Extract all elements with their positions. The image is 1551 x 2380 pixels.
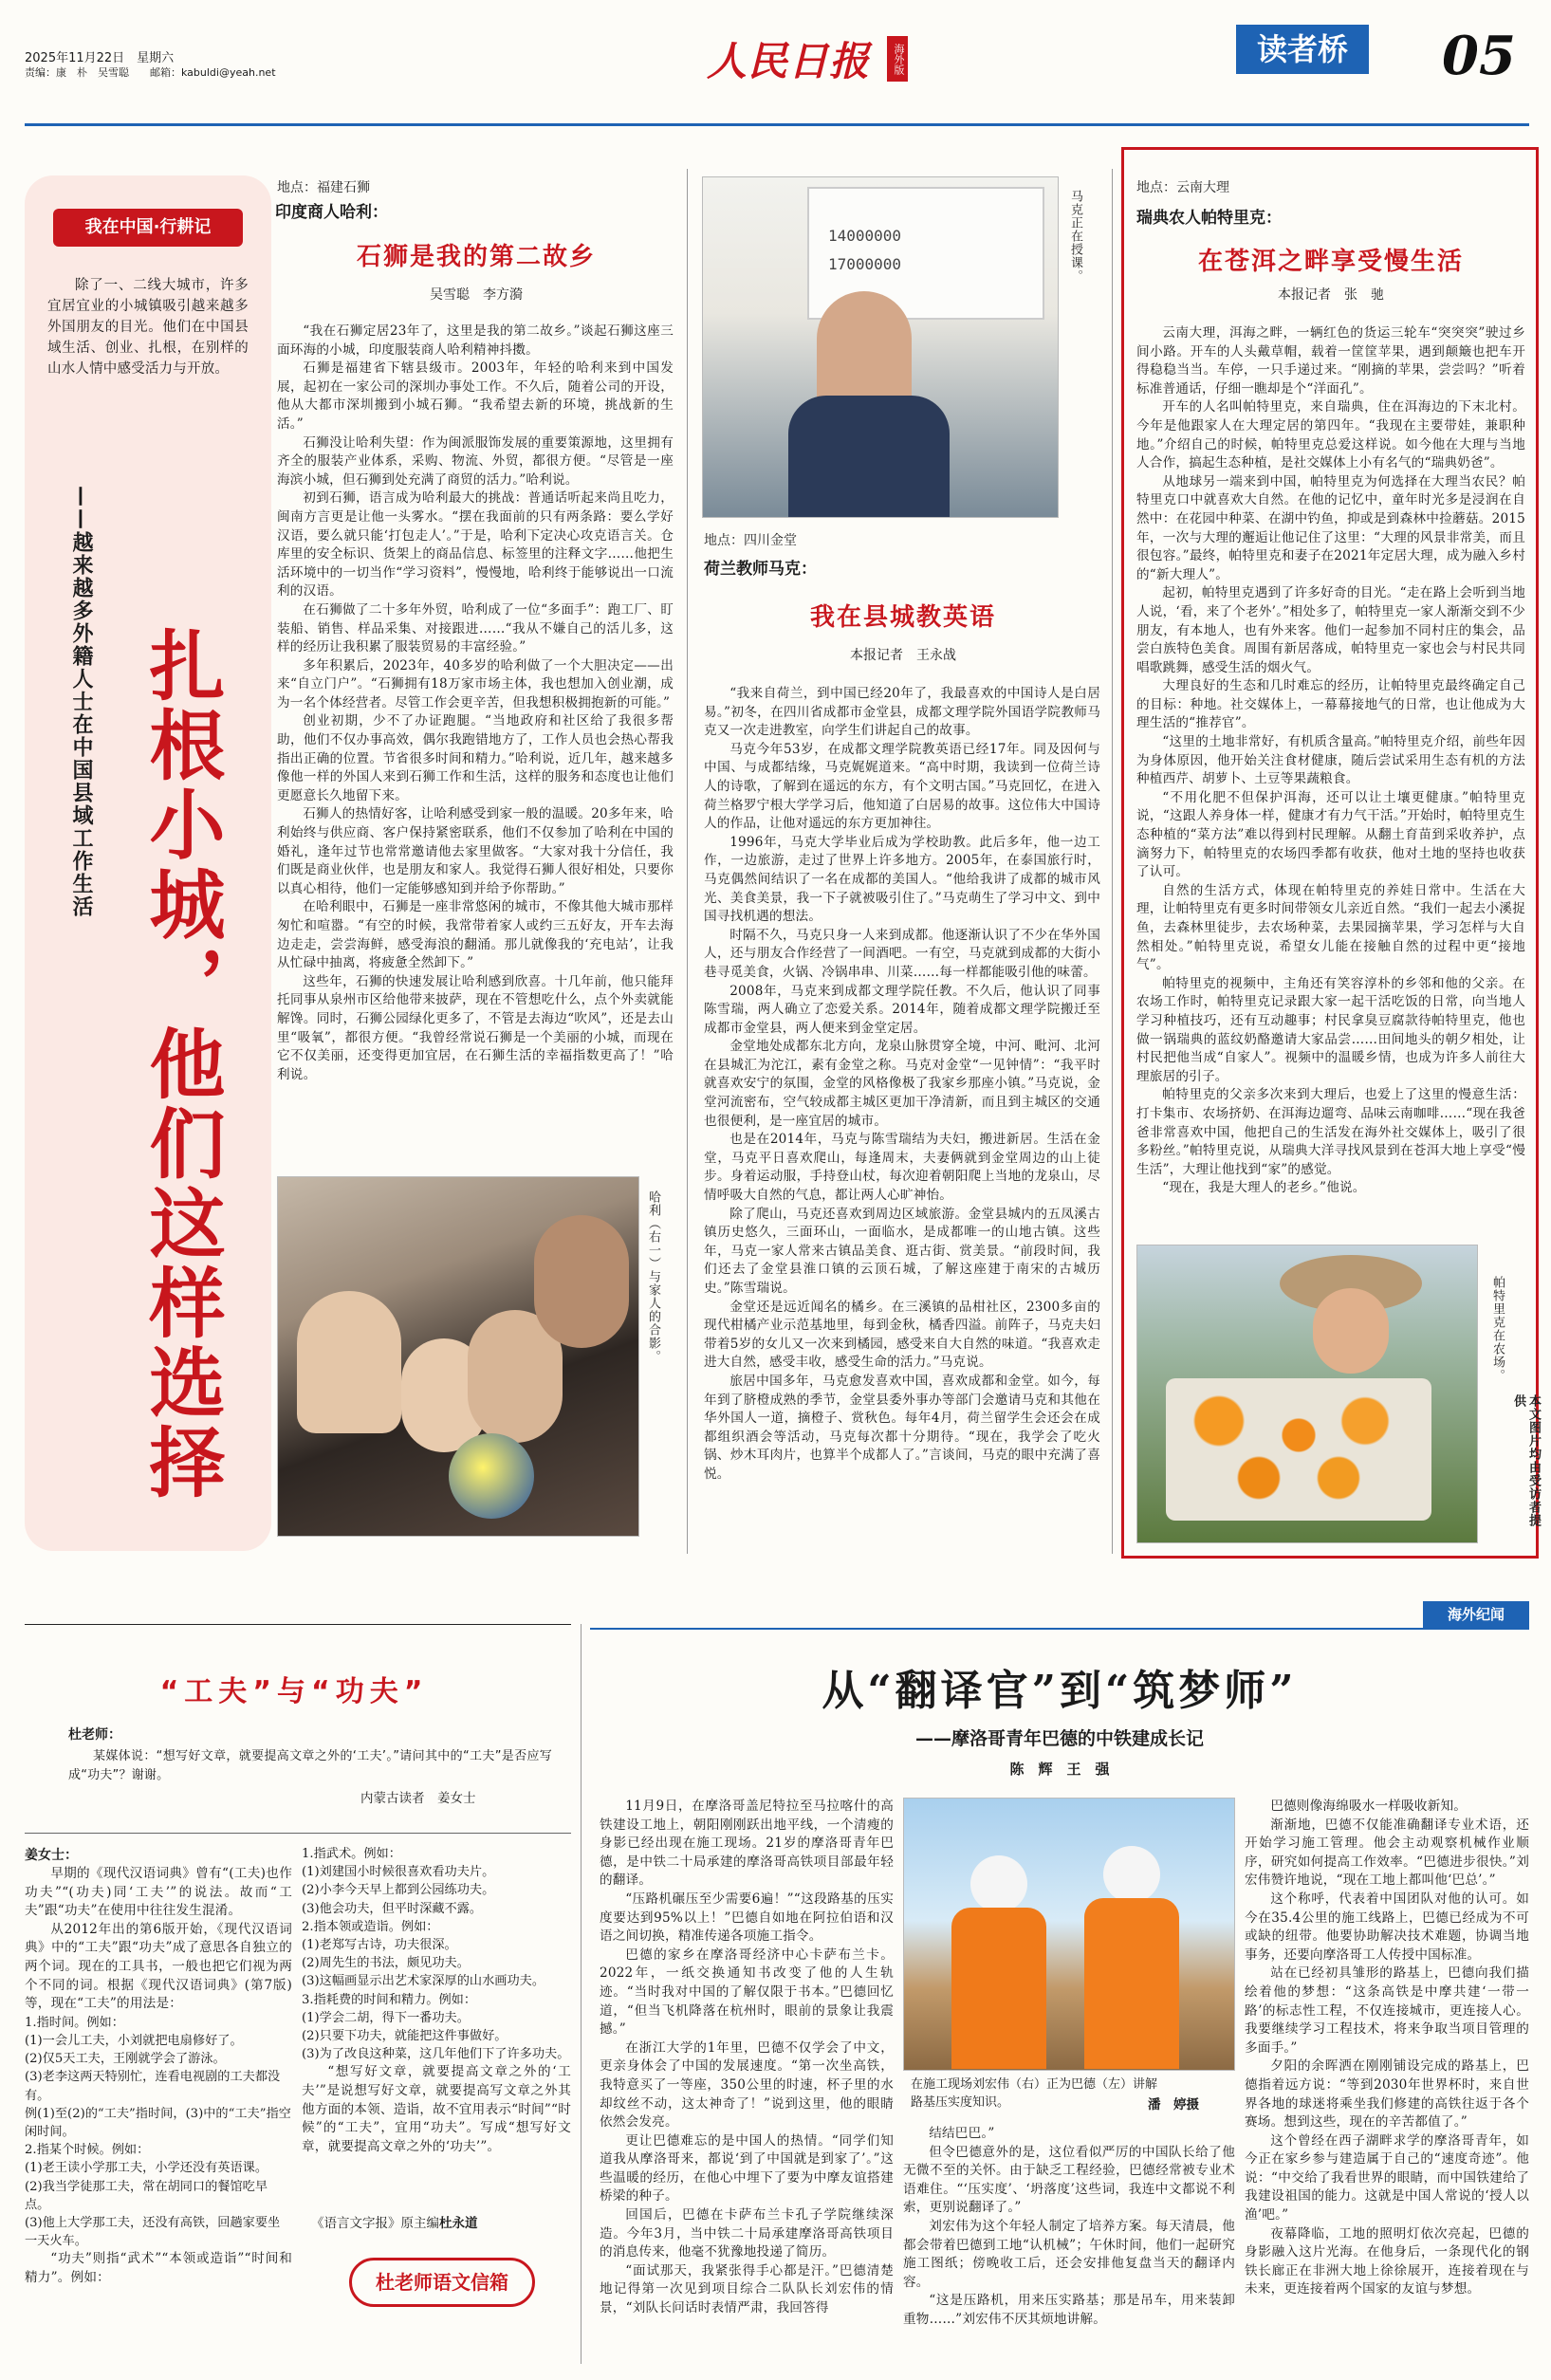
- a5-photo-worker: [1103, 1846, 1160, 1903]
- a4-list-item: 2.指本领或造诣。例如：: [302, 1919, 439, 1934]
- a5-subtitle: ——摩洛哥青年巴德的中铁建成长记: [914, 1728, 1204, 1749]
- a4-list-item: (2)周先生的书法，颇见功夫。: [302, 1956, 470, 1971]
- issue-date: 2025年11月22日 星期六: [25, 51, 175, 65]
- column-rule: [1112, 169, 1113, 1554]
- section-title: 读者桥: [1236, 25, 1369, 74]
- a3-paragraph: 帕特里克的父亲多次来到大理后，也爱上了这里的慢意生活：打卡集市、农场挤奶、在洱海边遛弯、品味云南咖啡……“现在我爸爸非常喜欢中国，他把自己的生活发在海外社交媒体上，吸引了很多粉丝。”帕特里克说，从瑞典大洋寻找风景到在苍洱大地上享受“慢生活”，大理让他找到“家”的感觉。: [1136, 1087, 1525, 1177]
- a5-paragraph: 更让巴德难忘的是中国人的热情。“同学们知道我从摩洛哥来，都说‘到了中国就是到家了’。”这些温暖的经历，在他心中埋下了要为中摩友谊搭建桥梁的种子。: [600, 2132, 894, 2205]
- a5-paragraph: 但令巴德意外的是，这位看似严厉的中国队长给了他无微不至的关怀。由于缺乏工程经验，巴德经常被专业术语难住。“‘压实度’、‘坍落度’这些词，我连中文都说不利索，更别说翻译了。”: [903, 2144, 1235, 2216]
- a5-paragraph: 回国后，巴德在卡萨布兰卡孔子学院继续深造。今年3月，当中铁二十局承建摩洛哥高铁项目的消息传来，他毫不犹豫地投递了简历。: [600, 2207, 894, 2260]
- a4-reply-salute: 姜女士：: [25, 1848, 78, 1863]
- a5-paragraph: 这个曾经在西子湖畔求学的摩洛哥青年，如今正在家乡参与建造属于自己的“速度奇迹”。他说：“中交给了我看世界的眼睛，而中国铁建给了我建设祖国的能力。这就是中国人常说的‘授人以渔’吧。”: [1245, 2132, 1529, 2223]
- a3-photo-credit: 本文图片均由受访者提供: [1511, 1394, 1541, 1527]
- a3-paragraph: 云南大理，洱海之畔，一辆红色的货运三轮车“突突突”驶过乡间小路。开车的人头戴草帽，载着一筐筐苹果，遇到颠簸也把车开得稳稳当当。车停，一只手递过来。“刚摘的苹果，尝尝吗？”听着标准普通话，仔细一瞧却是个“洋面孔”。: [1136, 325, 1525, 397]
- column-rule: [581, 1624, 582, 2364]
- a5-tag-text: 海外纪闻: [1447, 1606, 1505, 1623]
- a5-column-2: [903, 2125, 1235, 2367]
- a1-paragraph: 在石狮做了二十多年外贸，哈利成了一位“多面手”：跑工厂、盯装船、销售、样品采集、对接跟进……“我从不嫌自己的活儿多，这样的经历让我积累了服装贸易的丰富经验。”: [277, 601, 674, 655]
- a4-sender: 内蒙古读者 姜女士: [360, 1791, 476, 1806]
- a2-byline: 本报记者 王永战: [850, 648, 956, 663]
- a4-list-item: (3)他上大学那工夫，还没有高铁，回趟家要坐一天火车。: [25, 2215, 281, 2249]
- a5-photo: [903, 1798, 1235, 2071]
- a4-salute: 杜老师：: [68, 1727, 121, 1743]
- a4-list-item: (3)这幅画显示出艺术家深厚的山水画功夫。: [302, 1974, 545, 1989]
- a1-paragraph: 多年积累后，2023年，40多岁的哈利做了一个大胆决定——出来“自立门户”。“石狮拥有18万家市场主体，我也想加入创业潮，成为一名个体经营者。尽管工作会更辛苦，但我想积极拥抱新的可能。”: [277, 657, 674, 710]
- a4-paragraph: 从2012年出的第6版开始，《现代汉语词典》中的“工夫”跟“功夫”成了意思各自独立的两个词。现在的工具书，一般也把它们视为两个不同的词。根据《现代汉语词典》(第7版)等，现在“工夫”的用法是：: [25, 1921, 292, 2012]
- column-rule: [687, 169, 688, 1554]
- a4-list-item: 1.指时间。例如：: [25, 2015, 124, 2030]
- a2-paragraph: “我来自荷兰，到中国已经20年了，我最喜欢的中国诗人是白居易。”初冬，在四川省成都市金堂县，成都文理学院外国语学院教师马克又一次走进教室，向学生们讲起自己的故事。: [704, 686, 1100, 739]
- a5-photo-vest: [951, 1908, 1046, 2069]
- editor-line: 责编：康 朴 吴雪聪 邮箱：kabuldi@yeah.net: [25, 66, 276, 79]
- persimmon-basket: [1166, 1378, 1431, 1521]
- a4-right-column: [302, 1845, 571, 2243]
- a5-paragraph: 刘宏伟为这个年轻人制定了培养方案。每天清晨，他都会带着巴德到工地“认机械”；午休时间，他们一起研究施工图纸；傍晚收工后，还会安排他复盘当天的翻译内容。: [903, 2218, 1235, 2290]
- a2-subtitle: 荷兰教师马克：: [704, 560, 817, 579]
- a1-photo: [277, 1176, 639, 1537]
- a1-photo-person: [534, 1215, 629, 1348]
- a5-column-3: [1245, 1798, 1529, 2367]
- a2-body: [704, 685, 1100, 1550]
- a4-paragraph: “功夫”则指“武术”“本领或造诣”“时间和精力”。例如：: [25, 2251, 292, 2285]
- feature-tag-text: 我在中国·行耕记: [84, 217, 212, 237]
- a4-paragraph: “想写好文章，就要提高文章之外的‘工夫’”是说想写好文章，就要提高写文章之外其他方面的本领、造诣，故不宜用表示“时间”“时候”的“工夫”，宜用“功夫”。写成“想写好文章，就要提高文章之外的‘功夫’”。: [302, 2064, 571, 2154]
- a5-column-1: [600, 1798, 894, 2367]
- a3-paragraph: 从地球另一端来到中国，帕特里克为何选择在大理当农民？帕特里克口中就喜欢大自然。在他的记忆中，童年时光多是浸润在自然中：在花园中种菜、在湖中钓鱼，抑或是到森林中捡蘑菇。2015年，一次与大理的邂逅让他记住了这里：“大理的风景非常美，而且很包容。”最终，帕特里克和妻子在2021年定居大理，成为融入乡村的“新大理人”。: [1136, 473, 1525, 582]
- a1-location: 地点：福建石狮: [277, 180, 370, 195]
- a4-stamp: [349, 2258, 535, 2307]
- a2-paragraph: 时隔不久，马克只身一人来到成都。他逐渐认识了不少在华外国人，还与朋友合作经营了一间酒吧。一有空，马克就到成都的大街小巷寻觅美食，火锅、冷锅串串、川菜……每一样都能吸引他的味蕾。: [704, 927, 1100, 980]
- a1-paragraph: 石狮没让哈利失望：作为闽派服饰发展的重要策源地，这里拥有齐全的服装产业体系，采购、物流、外贸，都很方便。“尽管是一座海滨小城，但石狮到处充满了商贸的活力。”哈利说。: [277, 434, 674, 488]
- a5-paragraph: 站在已经初具雏形的路基上，巴德向我们描绘着他的梦想：“这条高铁是中摩共建‘一带一路’的标志性工程，不仅连接城市，更连接人心。我要继续学习工程技术，将来争取当项目管理的多面手。”: [1245, 1965, 1529, 2056]
- a5-paragraph: 在浙江大学的1年里，巴德不仅学会了中文，更亲身体会了中国的发展速度。“第一次坐高铁，我特意买了一等座，350公里的时速，杯子里的水却纹丝不动，这太神奇了！”说到这里，他的眼睛依然会发亮。: [600, 2039, 894, 2131]
- a3-photo-caption: 帕特里克在农场。: [1490, 1276, 1505, 1382]
- a5-paragraph: 11月9日，在摩洛哥盖尼特拉至马拉喀什的高铁建设工地上，朝阳刚刚跃出地平线，一个清瘦的身影已经出现在施工现场。21岁的摩洛哥青年巴德，是中铁二十局承建的摩洛哥高铁项目部最年轻的翻译。: [600, 1799, 894, 1889]
- a1-body: [277, 323, 674, 1169]
- a4-title: “工夫”与“功夫”: [159, 1675, 429, 1708]
- a5-tag: [1423, 1601, 1529, 1628]
- a3-body: [1136, 324, 1525, 1235]
- a5-photo-caption: 在施工现场刘宏伟（右）正为巴德（左）讲解路基压实度知识。: [911, 2077, 1158, 2110]
- a4-paragraph: 早期的《现代汉语词典》曾有“(工夫)也作功夫”“(功夫)同‘工夫’”的说法。故而“工夫”跟“功夫”在使用中往往发生混淆。: [25, 1866, 292, 1919]
- a4-letter: 某媒体说：“想写好文章，就要提高文章之外的‘工夫’。”请问其中的“工夫”是否应写成“功夫”？谢谢。: [68, 1749, 552, 1782]
- a4-list-item: 例(1)至(2)的“工夫”指时间，(3)中的“工夫”指空闲时间。: [25, 2106, 291, 2139]
- volleyball: [449, 1433, 534, 1519]
- a1-paragraph: 石狮是福建省下辖县级市。2003年，年轻的哈利来到中国发展，起初在一家公司的深圳办事处工作。不久后，随着公司的开设，他从大都市深圳搬到小城石狮。“我希望去新的环境，挑战新的生活。”: [277, 360, 674, 432]
- a2-paragraph: 除了爬山，马克还喜欢到周边区域旅游。金堂县城内的五凤溪古镇历史悠久，三面环山，一面临水，是成都唯一的山地古镇。这些年，马克一家人常来古镇品美食、逛古街、赏美景。“前段时间，我们还去了金堂县淮口镇的云顶石城，了解这座建于南宋的古城历史。”陈雪瑞说。: [704, 1206, 1100, 1296]
- a1-paragraph: “我在石狮定居23年了，这里是我的第二故乡。”谈起石狮这座三面环海的小城，印度服装商人哈利精神抖擞。: [277, 323, 674, 358]
- a5-paragraph: 渐渐地，巴德不仅能准确翻译专业术语，还开始学习施工管理。他会主动观察机械作业顺序，研究如何提高工作效率。“巴德进步很快。”刘宏伟赞许地说，“现在工地上都叫他‘巴总’。”: [1245, 1817, 1529, 1889]
- a4-list-item: 1.指武术。例如：: [302, 1847, 401, 1861]
- a2-location: 地点：四川金堂: [704, 533, 797, 548]
- a4-list-item: (1)刘建国小时候很喜欢看功夫片。: [302, 1865, 495, 1880]
- a4-list-item: (3)老李这两天特别忙，连看电视剧的工夫都没有。: [25, 2070, 281, 2103]
- a2-paragraph: 金堂还是远近闻名的橘乡。在三溪镇的品柑社区，2300多亩的现代柑橘产业示范基地里，每到金秋，橘香四溢。前阵子，马克夫妇带着5岁的女儿又一次来到橘园，感受来自大自然的味道。“我喜欢走进大自然，感受丰收，感受生命的活力。”马克说。: [704, 1299, 1100, 1371]
- a5-paragraph: 夜幕降临，工地的照明灯依次亮起，巴德的身影融入这片光海。在他身后，一条现代化的钢铁长廊正在非洲大地上徐徐展开，连接着现在与未来，更连接着两个国家的友谊与梦想。: [1245, 2225, 1529, 2297]
- a3-paragraph: 开车的人名叫帕特里克，来自瑞典，住在洱海边的下末北村。今年是他跟家人在大理定居的第四年。“我现在主要带娃，兼职种地。”介绍自己的时候，帕特里克总爱这样说。如今他在大理与当地人合作，搞起生态种植，是社交媒体上小有名气的“瑞典奶爸”。: [1136, 399, 1525, 471]
- a4-list-item: (1)老王读小学那工夫，小学还没有英语课。: [25, 2161, 268, 2176]
- a4-list-item: (2)我当学徒那工夫，常在胡同口的餐馆吃早点。: [25, 2179, 268, 2212]
- page-number: 05: [1442, 25, 1516, 87]
- a3-paragraph: 大理良好的生态和几时难忘的经历，让帕特里克最终确定自己的目标：种地。社交媒体上，一幕幕接地气的日常，也让他成为大理生活的“推荐官”。: [1136, 678, 1525, 731]
- a4-list-item: (1)老郑写古诗，功夫很深。: [302, 1938, 457, 1953]
- a4-list-item: (2)仅5天工夫，王刚就学会了游泳。: [25, 2052, 226, 2067]
- board-number: 14000000: [828, 227, 902, 245]
- a1-subtitle: 印度商人哈利：: [275, 203, 388, 222]
- a3-photo-face: [1313, 1288, 1389, 1374]
- a5-photo-worker: [970, 1855, 1027, 1912]
- a3-subtitle: 瑞典农人帕特里克：: [1136, 209, 1282, 228]
- header-rule: [25, 123, 1529, 126]
- a1-paragraph: 这些年，石狮的快速发展让哈利感到欣喜。十几年前，他只能拜托同事从泉州市区给他带来披萨，现在不管想吃什么，点个外卖就能解馋。同时，石狮公园绿化更多了，不管是去海边“吹风”，还是去山里“吸氧”，都很方便。“我曾经常说石狮是一个美丽的小城，而现在它不仅美丽，还变得更加宜居，在石狮生活的幸福指数更高了！”哈利说。: [277, 973, 674, 1082]
- feature-subhead: ——越来越多外籍人士在中国县域工作生活: [69, 486, 93, 918]
- a4-list-item: 2.指某个时候。例如：: [25, 2143, 150, 2158]
- a4-source: [311, 2212, 478, 2231]
- logo-badge: 海外版: [887, 36, 908, 82]
- a4-list-item: (2)只要下功夫，就能把这件事做好。: [302, 2029, 508, 2044]
- newspaper-logo: 人民日报: [707, 38, 871, 84]
- a4-left-column: [25, 1865, 292, 2372]
- a1-photo-caption: 哈利（右一）与家人的合影。: [646, 1190, 660, 1363]
- a3-title: 在苍洱之畔享受慢生活: [1197, 248, 1464, 276]
- a2-paragraph: 旅居中国多年，马克愈发喜欢中国，喜欢成都和金堂。如今，每年到了脐橙成熟的季节，金堂县委外事办等部门会邀请马克和其他在华外国人一道，摘橙子、赏秋色。每年4月，荷兰留学生会还会在成都组织酒会等活动，马克每次都十分期待。“现在，我学会了吃火锅、炒木耳肉片，也算半个成都人了。”言谈间，马克的眼中充满了喜悦。: [704, 1373, 1100, 1482]
- section-rule: [590, 1628, 1529, 1630]
- a4-list-item: 3.指耗费的时间和精力。例如：: [302, 1992, 477, 2007]
- a5-title: 从“翻译官”到“筑梦师”: [822, 1667, 1298, 1715]
- a5-paragraph: 这个称呼，代表着中国团队对他的认可。如今在35.4公里的施工线路上，巴德已经成为不可或缺的纽带。他要协助解决技术难题，协调当地事务，还要向摩洛哥工人传授中国标准。: [1245, 1891, 1529, 1963]
- a5-paragraph: 巴德的家乡在摩洛哥经济中心卡萨布兰卡。2022年，一纸交换通知书改变了他的人生轨迹。“当时我对中国的了解仅限于书本。”巴德回忆道，“但当飞机降落在杭州时，眼前的景象让我震撼。”: [600, 1946, 894, 2038]
- a2-paragraph: 马克今年53岁，在成都文理学院教英语已经17年。同及因何与中国、与成都结缘，马克娓娓道来。“高中时期，我读到一位荷兰诗人的诗歌，了解到在遥远的东方，有个文明古国。”马克回忆，在进入荷兰格罗宁根大学学习后，他知道了白居易的故事。这位伟大中国诗人的作品，让他对遥远的东方更加神往。: [704, 741, 1100, 832]
- a3-photo: [1136, 1245, 1478, 1543]
- a1-paragraph: 初到石狮，语言成为哈利最大的挑战：普通话听起来尚且吃力，闽南方言更是让他一头雾水。“摆在我面前的只有两条路：要么学好汉语，要么就只能‘打包走人’。”于是，哈利下定决心攻克语言关。仓库里的安全标识、货架上的商品信息、标签里的注释文字……他把生活环境中的一切当作“学习资料”，慢慢地，哈利终于能够说出一口流利的汉语。: [277, 490, 674, 600]
- a1-photo-person: [297, 1291, 401, 1433]
- a3-paragraph: 起初，帕特里克遇到了许多好奇的目光。“走在路上会听到当地人说，‘看，来了个老外’。”相处多了，帕特里克一家人渐渐交到不少朋友，有本地人，也有外来客。他们一起参加不同村庄的集会，品尝白族特色美食。周围有新居落成，帕特里克一家也会与村民共同唱歌跳舞，感受生活的烟火气。: [1136, 585, 1525, 675]
- a2-paragraph: 2008年，马克来到成都文理学院任教。不久后，他认识了同事陈雪瑞，两人确立了恋爱关系。2014年，随着成都文理学院搬迁至成都市金堂县，两人便来到金堂定居。: [704, 983, 1100, 1036]
- a4-list-item: (3)他会功夫，但平时深藏不露。: [302, 1901, 483, 1916]
- feature-headline: 扎根小城，他们这样选择: [137, 626, 225, 1503]
- a3-paragraph: 帕特里克的视频中，主角还有笑容淳朴的乡邻和他的父亲。在农场工作时，帕特里克记录跟大家一起干活吃饭的日常，向当地人学习种植技巧，还有互动趣事；村民拿臭豆腐款待帕特里克，他也做一锅瑞典的蓝纹奶酪邀请大家品尝……田间地头的朝夕相处，让村民把他当成“自家人”。视频中的温暖乡情，也成为许多人前往大理旅居的引子。: [1136, 975, 1525, 1084]
- a5-paragraph: 巴德则像海绵吸水一样吸收新知。: [1270, 1799, 1468, 1814]
- feature-tag: [53, 209, 243, 247]
- a2-title: 我在县城教英语: [809, 603, 996, 632]
- board-number: 17000000: [828, 255, 902, 273]
- section-rule: [25, 1624, 571, 1625]
- a5-byline: 陈 辉 王 强: [1009, 1761, 1110, 1778]
- a3-paragraph: “现在，我是大理人的老乡。”他说。: [1162, 1180, 1366, 1196]
- a2-photo: [702, 176, 1059, 518]
- a4-list-item: (3)为了改良这种菜，这几年他们下了许多功夫。: [302, 2047, 570, 2062]
- a1-paragraph: 石狮人的热情好客，让哈利感受到家一般的温暖。20多年来，哈利始终与供应商、客户保持紧密联系，他们不仅参加了哈利在中国的婚礼，逢年过节也常常邀请他去家里做客。“大家对我十分信任，我们既是商业伙伴，也是朋友和家人。我觉得石狮人很好相处，只要你以真心相待，他们一定能够感知到并给予你帮助。”: [277, 806, 674, 896]
- a5-paragraph: 夕阳的余晖洒在刚刚铺设完成的路基上，巴德指着远方说：“等到2030年世界杯时，来自世界各地的球迷将乘坐我们修建的高铁往返于各个赛场。想到这些，现在的辛苦都值了。”: [1245, 2058, 1529, 2131]
- a3-paragraph: “不用化肥不但保护洱海，还可以让土壤更健康。”帕特里克说，“这跟人养身体一样，健康才有力气干活。”开始时，帕特里克生态种植的“菜方法”难以得到村民理解。从翻土育苗到采收养护，点滴努力下，帕特里克的农场四季都有收获，他对土地的坚持也收获了认可。: [1136, 789, 1525, 880]
- a5-paragraph: 结结巴巴。”: [929, 2126, 995, 2141]
- feature-intro: 除了一、二线大城市，许多宜居宜业的小城镇吸引越来越多外国朋友的目光。他们在中国县域生活、创业、扎根，在别样的山水人情中感受活力与开放。: [47, 278, 249, 377]
- letter-rule: [25, 1833, 571, 1834]
- a5-photo-credit: 潘 婷摄: [1148, 2097, 1199, 2112]
- a2-paragraph: 1996年，马克大学毕业后成为学校助教。此后多年，他一边工作，一边旅游，走过了世界上许多地方。2005年，在泰国旅行时，马克偶然间结识了一名在成都的美国人。“他给我讲了成都的城市风光、美食美景，我一下子就被吸引住了。”马克萌生了学习中文、到中国寻找机遇的想法。: [704, 834, 1100, 925]
- a2-photo-caption: 马克正在授课。: [1068, 190, 1082, 283]
- a1-byline: 吴雪聪 李方漪: [430, 287, 523, 303]
- a1-paragraph: 创业初期，少不了办证跑腿。“当地政府和社区给了我很多帮助，他们不仅办事高效，偶尔我跑错地方了，工作人员也会热心帮我指出正确的位置。节省很多时间和精力。”哈利说，近几年，越来越多像他一样的外国人来到石狮工作和生活，这样的服务和态度也让他们更愿意长久地留下来。: [277, 713, 674, 803]
- a5-paragraph: “面试那天，我紧张得手心都是汗。”巴德清楚地记得第一次见到项目综合二队队长刘宏伟的情景，“刘队长问话时表情严肃，我回答得: [600, 2262, 894, 2316]
- a4-list-item: (1)一会儿工夫，小刘就把电扇修好了。: [25, 2033, 243, 2048]
- a3-byline: 本报记者 张 驰: [1278, 287, 1384, 303]
- a4-source-text: 《语言文字报》原主编: [311, 2216, 439, 2231]
- a2-paragraph: 也是在2014年，马克与陈雪瑞结为夫妇，搬进新居。生活在金堂，马克平日喜欢爬山，每逢周末，夫妻俩就到金堂周边的山上徒步。身着运动服，手持登山杖，每次迎着朝阳爬上当地的龙泉山，尽情呼吸大自然的气息，都让两人心旷神怡。: [704, 1132, 1100, 1204]
- a4-stamp-text: 杜老师语文信箱: [376, 2271, 508, 2294]
- a4-list-item: (1)学会二胡，得下一番功夫。: [302, 2010, 470, 2025]
- a5-paragraph: “这是压路机，用来压实路基；那是吊车，用来装卸重物……”刘宏伟不厌其烦地讲解。: [903, 2293, 1235, 2327]
- a3-paragraph: “这里的土地非常好，有机质含量高。”帕特里克介绍，前些年因为身体原因，他开始关注食材健康，随后尝试采用生态有机的方法种植西芹、胡萝卜、土豆等果蔬粮食。: [1136, 734, 1525, 787]
- a4-source-name: 杜永道: [439, 2216, 478, 2231]
- a2-paragraph: 金堂地处成都东北方向，龙泉山脉贯穿全境，中河、毗河、北河在县城汇为沱江，素有金堂之称。马克对金堂“一见钟情”：“我平时就喜欢安宁的氛围，金堂的风格像极了我家乡那座小镇。”马克说，金堂河流密布，空气较成都主城区更加干净清新，而且到主城区的交通也很便利，是一座宜居的城市。: [704, 1039, 1100, 1129]
- a3-paragraph: 自然的生活方式，体现在帕特里克的养娃日常中。生活在大理，让帕特里克有更多时间带领女儿亲近自然。“我们一起去小溪捉鱼，去森林里徒步，去农场种菜，去果园摘苹果，学习怎样与大自然相处。”帕特里克说，希望女儿能在接触自然的过程中更“接地气”。: [1136, 882, 1525, 973]
- a1-paragraph: 在哈利眼中，石狮是一座非常悠闲的城市，不像其他大城市那样匆忙和喧嚣。“有空的时候，我常带着家人或约三五好友，开车去海边走走，尝尝海鲜，感受海浪的翻涌。那儿就像我的‘充电站’，让我从忙碌中抽离，将疲惫全然卸下。”: [277, 899, 674, 971]
- a1-title: 石狮是我的第二故乡: [356, 243, 596, 271]
- a2-photo-teacher-body: [788, 396, 950, 518]
- a5-paragraph: “压路机碾压至少需要6遍！”“这段路基的压实度要达到95%以上！”巴德自如地在阿拉伯语和汉语之间切换，精准传递各项施工指令。: [600, 1891, 894, 1945]
- a5-photo-vest: [1084, 1898, 1179, 2069]
- a3-location: 地点：云南大理: [1136, 180, 1229, 195]
- a4-list-item: (2)小李今天早上都到公园练功夫。: [302, 1883, 495, 1898]
